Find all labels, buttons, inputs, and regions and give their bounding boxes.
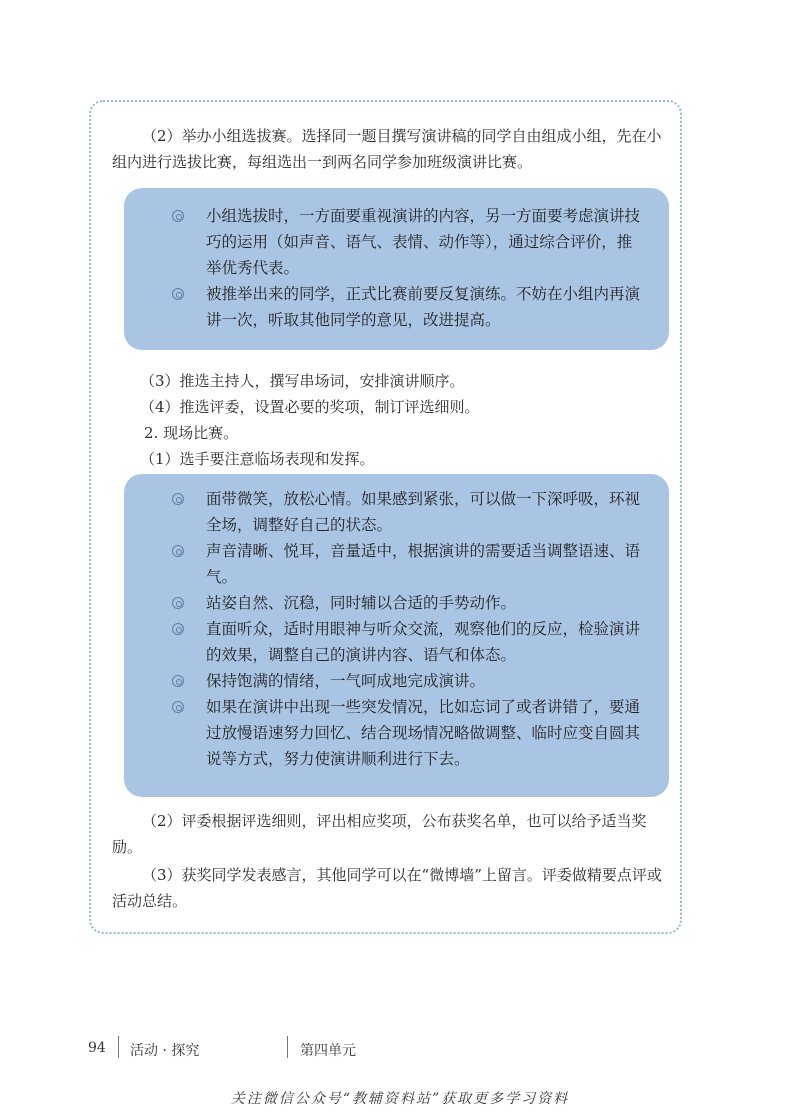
double-circle-bullet-icon (172, 288, 184, 300)
step-3-host: （3）推选主持人，撰写串场词，安排演讲顺序。 (140, 372, 465, 390)
section-heading-live-contest: 2. 现场比赛。 (144, 424, 239, 442)
tip-item: 面带微笑，放松心情。如果感到紧张，可以做一下深呼吸，环视全场，调整好自己的状态。 (124, 486, 669, 538)
tip-item: 被推举出来的同学，正式比赛前要反复演练。不妨在小组内再演讲一次，听取其他同学的意见，改进提高。 (124, 281, 669, 333)
tip-item: 如果在演讲中出现一些突发情况，比如忘词了或者讲错了，要通过放慢语速努力回忆、结合现场情况略做调整、临时应变自圆其说等方式，努力使演讲顺利进行下去。 (124, 694, 669, 772)
step-3-winners: （3）获奖同学发表感言，其他同学可以在“微博墙”上留言。评委做精要点评或活动总结。 (112, 866, 662, 910)
page-number: 94 (88, 1040, 106, 1056)
step-4-judges: （4）推选评委，设置必要的奖项，制订评选细则。 (140, 398, 480, 416)
double-circle-bullet-icon (172, 701, 184, 713)
double-circle-bullet-icon (172, 545, 184, 557)
tip-item: 小组选拔时，一方面要重视演讲的内容，另一方面要考虑演讲技巧的运用（如声音、语气、表情、动作等），通过综合评价，推举优秀代表。 (124, 203, 669, 281)
double-circle-bullet-icon (172, 675, 184, 687)
double-circle-bullet-icon (172, 597, 184, 609)
tip-list-performance (124, 486, 669, 772)
step-2-select-contest: （2）举办小组选拔赛。选择同一题目撰写演讲稿的同学自由组成小组，先在小组内进行选拔比赛，每组选出一到两名同学参加班级演讲比赛。 (112, 127, 662, 171)
double-circle-bullet-icon (172, 210, 184, 222)
double-circle-bullet-icon (172, 623, 184, 635)
step-1-performance: （1）选手要注意临场表现和发挥。 (140, 450, 375, 468)
tip-list-selection (124, 203, 669, 333)
footer-divider (287, 1036, 288, 1058)
tip-item: 直面听众，适时用眼神与听众交流，观察他们的反应，检验演讲的效果，调整自己的演讲内容、语气和体态。 (124, 616, 669, 668)
footer-section-label: 活动 · 探究 (130, 1043, 200, 1059)
promo-watermark: 关注微信公众号“教辅资料站”获取更多学习资料 (230, 1091, 570, 1107)
tip-box-performance (124, 474, 669, 797)
double-circle-bullet-icon (172, 493, 184, 505)
tip-box-selection (124, 188, 669, 350)
footer-divider (118, 1036, 119, 1058)
tip-item: 站姿自然、沉稳，同时辅以合适的手势动作。 (124, 590, 669, 616)
footer-unit-label: 第四单元 (300, 1043, 356, 1059)
tip-item: 保持饱满的情绪，一气呵成地完成演讲。 (124, 668, 669, 694)
tip-item: 声音清晰、悦耳，音量适中，根据演讲的需要适当调整语速、语气。 (124, 538, 669, 590)
step-2-judging: （2）评委根据评选细则，评出相应奖项，公布获奖名单，也可以给予适当奖励。 (112, 812, 647, 856)
